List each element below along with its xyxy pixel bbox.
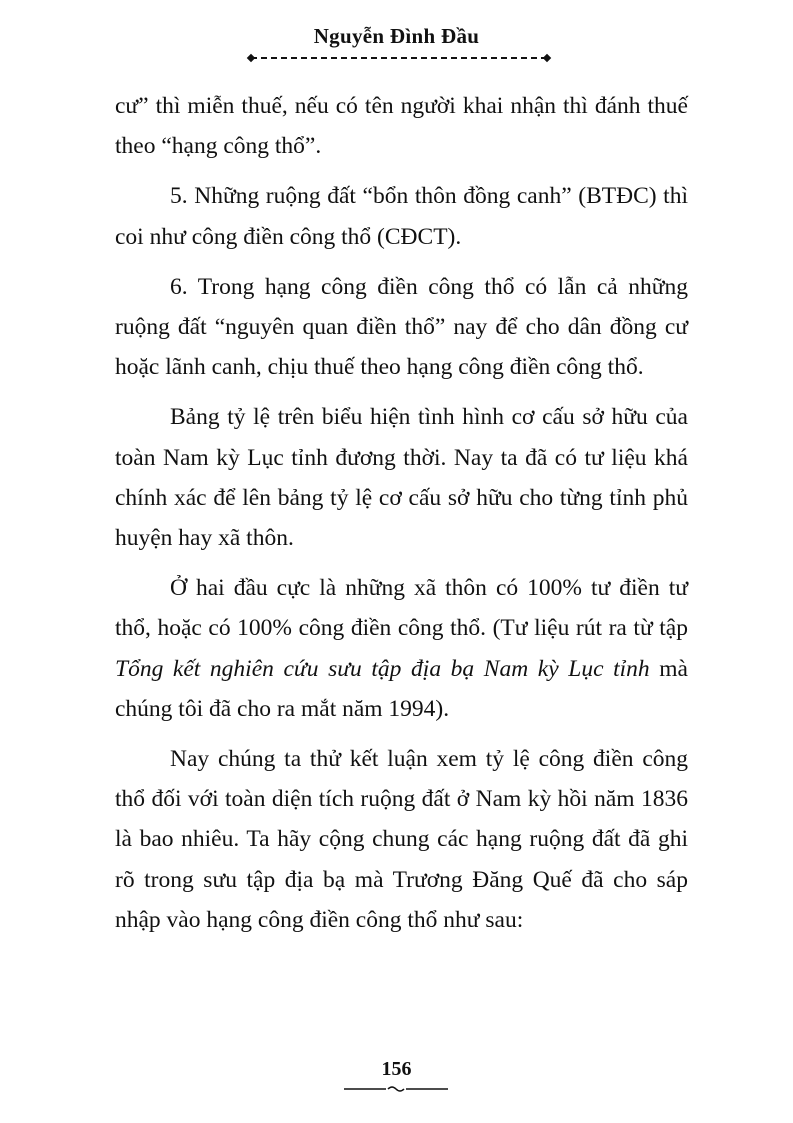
author-name: Nguyễn Đình Đầu bbox=[313, 24, 480, 48]
paragraph-continuation: cư” thì miễn thuế, nếu có tên người khai nhận thì đánh thuế theo “hạng công thổ”. bbox=[115, 93, 688, 160]
paragraph-item-5: 5. Những ruộng đất “bổn thôn đồng canh” (BTĐC) thì coi như công điền công thổ (CĐCT). bbox=[115, 183, 688, 250]
page-number: 156 bbox=[381, 1058, 412, 1080]
book-title-citation: Tổng kết nghiên cứu sưu tập địa bạ Nam kỳ Lục tỉnh bbox=[115, 655, 650, 682]
page-footer bbox=[0, 1058, 793, 1081]
running-header bbox=[0, 24, 793, 49]
body-text bbox=[115, 86, 688, 950]
paragraph-extremes-lead: Ở hai đầu cực là những xã thôn có 100% tư điền tư thổ, hoặc có 100% công điền công thổ. (Tư liệu rút ra từ tập bbox=[115, 575, 688, 642]
paragraph-ratio-table: Bảng tỷ lệ trên biểu hiện tình hình cơ cấu sở hữu của toàn Nam kỳ Lục tỉnh đương thời. Nay ta đã có tư liệu khá chính xác để lên bảng tỷ lệ cơ cấu sở hữu cho từng tỉnh phủ huyện hay xã thôn. bbox=[115, 404, 688, 552]
header-divider bbox=[251, 57, 547, 59]
flourish-ornament-icon bbox=[344, 1085, 448, 1093]
paragraph-conclusion: Nay chúng ta thử kết luận xem tỷ lệ công điền công thổ đối với toàn diện tích ruộng đất ở Nam kỳ hồi năm 1836 là bao nhiêu. Ta hãy cộng chung các hạng ruộng đất đã ghi rõ trong sưu tập địa bạ mà Trương Đăng Quế đã cho sáp nhập vào hạng công điền công thổ như sau: bbox=[115, 746, 688, 933]
paragraph-item-6: 6. Trong hạng công điền công thổ có lẫn cả những ruộng đất “nguyên quan điền thổ” nay để cho dân đồng cư hoặc lãnh canh, chịu thuế theo hạng công điền công thổ. bbox=[115, 273, 688, 381]
paragraph-extremes-tail: mà chúng tôi đã cho ra mắt năm 1994). bbox=[115, 655, 688, 722]
paragraph-extremes bbox=[115, 568, 688, 729]
